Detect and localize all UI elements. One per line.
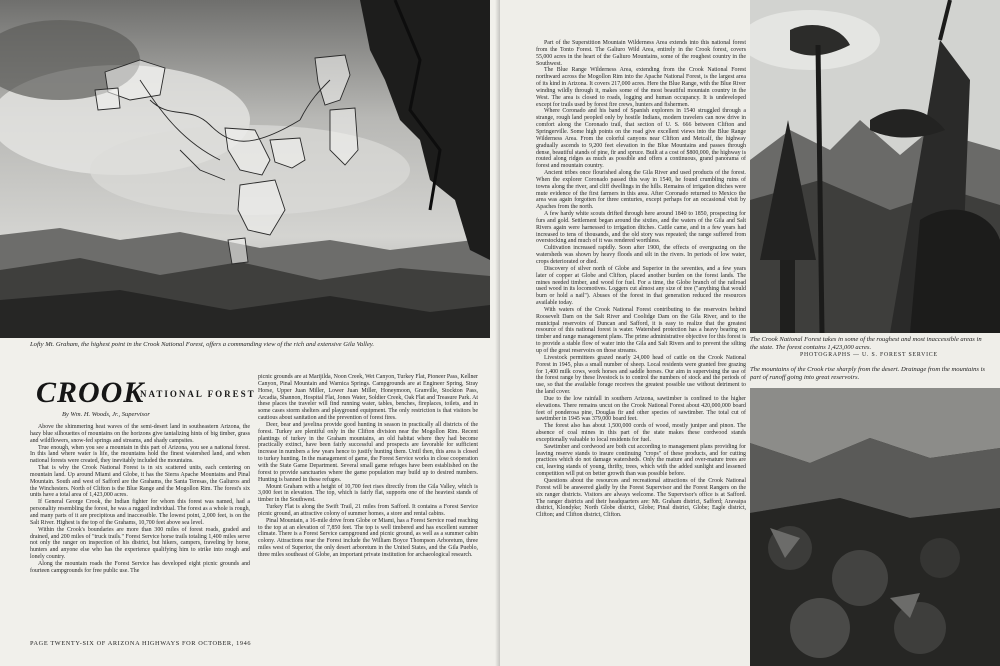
paragraph: Discovery of silver north of Globe and Superior in the seventies, and a few years later of copper at Globe and Clifton, placed another burden on the forest lands. The mines needed timber, and wood for fuel. For a time, the Globe branch of the railroad used wood in its locomotives. Loggers cut almost any size of tree ("anything that would burn or hold a nail"). Abuses of the forest in that generation reduced the resources available today. xyxy=(536,265,746,307)
title-main: CROOK xyxy=(36,376,145,409)
paragraph: Due to the low rainfall in southern Arizona, sawtimber is confined to the higher elevations. There remains uncut on the Crook National Forest about 420,000,000 board feet of ponderosa pine, Douglas fir and other species of sawtimber. The total cut of sawtimber in 1945 was 379,000 board feet. xyxy=(536,395,746,423)
paragraph: A few hardy white scouts drifted through here around 1840 to 1850, prospecting for furs and gold. Settlement began around the sixties, and the waters of the Gila and Salt Rivers again were harnessed to irrigation ditches. Cattle came, and in a few years had increased to tens of thousands, and the old story was repeated; the range suffered from overstocking and much of it was rendered worthless. xyxy=(536,211,746,245)
paragraph: Within the Crook's boundaries are more than 300 miles of forest roads, graded and drained, and 200 miles of "truck trails." Forest Service horse trails totaling 1,400 miles serve not only the ranger on inspection of his district, but hikers, campers, traveling by horse, hunters and anyone else who has the experience qualifying him to strike into rough and lonely country. xyxy=(30,526,250,561)
mountain-desert-photo xyxy=(750,388,1000,666)
forest-trees-photo xyxy=(750,0,1000,333)
photo-caption-top-right: The Crook National Forest takes in some of the roughest and most inaccessible areas in the state. The forest contains 1,423,000 acres. xyxy=(750,336,982,351)
paragraph: Sawtimber and cordwood are both cut according to management plans providing for leaving reserve stands to insure continuing "crops" of these products, and for cutting practices which do not damage watersheds. Only the mature and over-mature trees are cut, leaving stands of young, thrifty, trees, which with the added sunlight and lessened competition will put on better growth than was possible before. xyxy=(536,443,746,478)
pine-trees-image xyxy=(750,0,1000,333)
paragraph: Pinal Mountain, a 16-mile drive from Globe or Miami, has a Forest Service road reaching to the top at an elevation of 7,850 feet. The top is well timbered and has excellent summer climate. There is a Forest Service campground and picnic ground, as well as a summer cabin colony. Attractions near the Forest include the William Boyce Thompson Arboretum, three miles west of Superior, the only desert arboretum in the United States, and the Gila Pueblo, three miles southeast of Globe, an important private institution for archaeological research. xyxy=(258,517,478,558)
paragraph: Questions about the resources and recreational attractions of the Crook National Forest will be answered gladly by the Forest Supervisor and the Forest Rangers on the six ranger districts. Visitors are always welcome. The Supervisor's office is at Safford. The ranger districts and their headquarters are: Mt. Graham district, Safford; Aravaipa district, Klondyke; North Globe district, Globe; Pinal district, Globe; Eagle district, Clifton; and Clifton district, Clifton. xyxy=(536,478,746,519)
photo-credit: PHOTOGRAPHS — U. S. FOREST SERVICE xyxy=(800,352,938,358)
rocky-slope-image xyxy=(750,388,1000,666)
paragraph: Part of the Superstition Mountain Wilderness Area extends into this national forest from the Tonto Forest. The Galiuro Wild Area, entirely in the Crook forest, covers 55,000 acres in the heart of the Galiuro Mountains, some of the roughest country in the Southwest. xyxy=(536,40,746,67)
paragraph: Cultivation increased rapidly. Soon after 1900, the effects of overgrazing on the watersheds was shown by heavy floods and silt in the rivers. In periods of low water, crops deteriorated or died. xyxy=(536,245,746,265)
article-title xyxy=(36,378,271,408)
article-column-2 xyxy=(258,374,478,559)
paragraph: Along the mountain roads the Forest Service has developed eight picnic grounds and fourteen campgrounds for free public use. The xyxy=(30,560,250,574)
paragraph: Above the shimmering heat waves of the semi-desert land in southeastern Arizona, the hazy blue silhouettes of mountains on the horizons give tantalizing hints of big timber, grass and wildflowers, snow-fed springs and streams, and shady campsites. xyxy=(30,424,250,444)
mt-graham-photo xyxy=(0,0,490,338)
paragraph: True enough, when you see a mountain in this part of Arizona, you see a national forest. In this land where water is life, the mountains hold the finest watershed land, and when national forests were created, they inevitably included the mountains. xyxy=(30,444,250,465)
paragraph: Mount Graham with a height of 10,700 feet rises directly from the Gila Valley, which is 3,000 feet in elevation. The top, which is fairly flat, supports one of the heaviest stands of timber in the Southwest. xyxy=(258,483,478,504)
paragraph: Where Coronado and his band of Spanish explorers in 1540 struggled through a strange, rough land peopled only by hostile Indians, modern travelers can now drive in comfort along the Coronado trail, that section of U. S. 666 between Clifton and Springerville. Some high points on the road give excellent views into the Blue Range Wilderness Area. From the colorful canyons near Clifton and Metcalf, the highway gradually ascends to 9,200 feet elevation in the Blue Mountains and passes through dense, beautiful stands of pine, fir and spruce. Built at a cost of $800,000, the highway is routed along ridges as much as possible and offers a continuous, grand panorama of forest and mountain country. xyxy=(536,108,746,170)
byline: By Wm. H. Woods, Jr., Supervisor xyxy=(62,411,150,418)
paragraph: picnic grounds are at Marijilda, Noon Creek, Wet Canyon, Turkey Flat, Pioneer Pass, Kellner Canyon, Pinal Mountain and Warnica Springs. Campgrounds are at Engineer Spring, Stray Horse, Upper Juan Miller, Lower Juan Miller, Honeymoon, Granville, Stockton Pass, Arcadia, Shannon, Hospital Flat, Jones Water, Soldier Creek, Oak Flat and Treasure Park. At these places the traveler will find running water, tables, benches, fireplaces, toilets, and in some cases storm shelters and playground equipment. The only restriction is that visitors be cautious about sanitation and the prevention of forest fires. xyxy=(258,374,478,422)
page-footer: PAGE TWENTY-SIX OF ARIZONA HIGHWAYS FOR OCTOBER, 1946 xyxy=(30,640,252,647)
title-sub: NATIONAL FOREST xyxy=(140,389,256,399)
paragraph: With waters of the Crook National Forest contributing to the reservoirs behind Roosevelt Dam on the Salt River and Coolidge Dam on the Gila River, and to the municipal reservoirs of Duncan and Safford, it is easy to realize that the greatest resource of this national forest is water. Watershed protection has a heavy bearing on timber and range management plans. The prime administrative objective for this forest is to provide a stable flow of water into the Gila and Salt Rivers and to prevent the silting up of the great reservoirs on those streams. xyxy=(536,306,746,354)
paragraph: Turkey Flat is along the Swift Trail, 21 miles from Safford. It contains a Forest Service picnic ground, an attractive colony of summer homes, a store and rental cabins. xyxy=(258,504,478,517)
paragraph: Deer, bear and javelina provide good hunting in season in practically all districts of the forest. Turkey are plentiful only in the Clifton division near the Mogollon Rim. Recent plantings of turkey in the Graham mountains, an old habitat where they had become practically extinct, have been fairly successful and prospects are favorable for sufficient increase in numbers a few years hence to justify hunting them. Until then, this area is closed to turkey hunting. In the management of game, the Forest Service works in close cooperation with the State Game Department. Several small game refuges have been established on the forest to provide sanctuaries where the game population may build up to desired numbers. Hunting is banned in these refuges. xyxy=(258,421,478,483)
paragraph: The Blue Range Wilderness Area, extending from the Crook National Forest northward across the Mogollon Rim into the Apache National Forest, is the largest area of its kind in Arizona. It covers 217,000 acres. Here the Blue Range, with the Blue River winding wildly through it, makes some of the most beautiful mountain country in the West. The area is closed to roads, logging and human occupancy. It is undeveloped except for trails used by forest fire crews, hunters and fishermen. xyxy=(536,67,746,108)
paragraph: The forest also has about 1,500,000 cords of wood, mostly juniper and pinon. The absence of coal mines in this part of the state makes these cordwood stands exceptionally valuable to local residents for fuel. xyxy=(536,423,746,443)
paragraph: Ancient tribes once flourished along the Gila River and used products of the forest. When the explorer Coronado passed this way in 1540, he found crumbling ruins of towns along the river, and cliff dwellings in the hills. Remains of irrigation ditches were mute evidence of the first farmers in this area. After Coronado returned to Mexico the area was again forgotten for three centuries, except perhaps for an occasional visit by Apaches from the north. xyxy=(536,170,746,211)
landscape-photo-with-map xyxy=(0,0,490,338)
paragraph: If General George Crook, the Indian fighter for whom this forest was named, had a personality resembling the forest, he was a rugged individual. The forest as a whole is rough, and many parts of it are precipitous and inaccessible. The lowest point, 2,000 feet, is on the Salt River. Highest is the top of the Grahams, 10,700 feet above sea level. xyxy=(30,499,250,526)
paragraph: Livestock permittees grazed nearly 24,000 head of cattle on the Crook National Forest in 1945, plus a small number of sheep. Local residents were granted free grazing for 1,400 milk cows, work horses and saddle horses. Our aim in supervising the use of the forest range by these livestock is to control the numbers of stock and the periods of use, so that the available forage receives the greatest possible use without detriment to the land cover. xyxy=(536,354,746,396)
article-column-1 xyxy=(30,424,250,575)
article-column-3 xyxy=(536,40,746,519)
photo-caption-left: Lofty Mt. Graham, the highest point in the Crook National Forest, offers a commanding view of the rich and extensive Gila Valley. xyxy=(30,341,374,348)
paragraph: That is why the Crook National Forest is in six scattered units, each centering on mountain land. Up around Miami and Globe, it has the Sierra Apache Mountains and Pinal Mountain. South and west of Safford are the Grahams, the Santa Teresas, the Galiuros and the Winchesters. North of Clifton is the Blue Range and the Mogollon Rim. The forest's six units have a total area of 1,423,000 acres. xyxy=(30,465,250,499)
photo-caption-bottom-right: The mountains of the Crook rise sharply from the desert. Drainage from the mountains is part of runoff going into great reservoirs. xyxy=(750,366,985,381)
